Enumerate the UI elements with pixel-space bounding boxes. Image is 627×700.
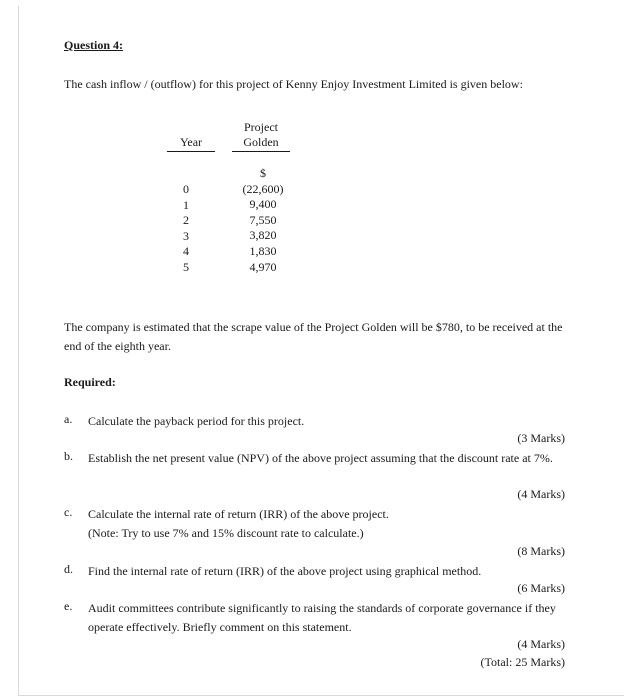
value-cell: 1,830 [249, 243, 277, 258]
total-marks: (Total: 25 Marks) [480, 655, 565, 669]
item-e-marks: (4 Marks) [517, 637, 565, 651]
item-c-note: (Note: Try to use 7% and 15% discount rate to calculate.) [88, 526, 364, 540]
item-e-text: Audit committees contribute significantly to raising the standards of corporate governance if they operate effectively. Briefly comment on this statement. [88, 601, 556, 634]
project-header-line2: Golden [232, 135, 290, 152]
value-cell: 3,820 [249, 228, 277, 243]
scrap-value-paragraph: The company is estimated that the scrape value of the Project Golden will be $780, to be received at the end of the eighth year. [64, 320, 563, 353]
project-header-line1: Project [244, 120, 278, 134]
item-c-label: c. [64, 505, 73, 519]
year-cell: 1 [183, 197, 189, 212]
year-cell: 3 [183, 228, 189, 243]
year-cell: 5 [183, 259, 189, 274]
intro-text: The cash inflow / (outflow) for this project of Kenny Enjoy Investment Limited is given below: [64, 77, 523, 91]
year-cell: 2 [183, 213, 189, 228]
item-c-text: Calculate the internal rate of return (IRR) of the above project. [88, 507, 389, 521]
item-b-marks: (4 Marks) [517, 487, 565, 501]
item-b-text: Establish the net present value (NPV) of the above project assuming that the discount rate at 7%. [88, 451, 553, 465]
item-d-label: d. [64, 562, 73, 576]
year-cell: 0 [183, 182, 189, 196]
item-e-label: e. [64, 599, 73, 613]
item-b-label: b. [64, 449, 73, 463]
item-d-marks: (6 Marks) [517, 581, 565, 595]
required-label: Required: [64, 375, 116, 389]
value-cell: (22,600) [242, 181, 284, 196]
value-cell: 9,400 [249, 197, 277, 212]
item-d-text: Find the internal rate of return (IRR) of the above project using graphical method. [88, 564, 482, 578]
value-cell: 7,550 [249, 212, 277, 227]
currency-symbol: $ [260, 166, 266, 180]
year-column [176, 182, 196, 276]
question-heading: Question 4: [64, 38, 124, 52]
item-a-text: Calculate the payback period for this project. [88, 414, 305, 428]
item-a-marks: (3 Marks) [517, 431, 565, 445]
item-c-marks: (8 Marks) [517, 544, 565, 558]
value-column [232, 166, 294, 275]
year-cell: 4 [183, 244, 189, 259]
value-cell: 4,970 [249, 259, 277, 274]
item-a-label: a. [64, 412, 73, 426]
year-column-header: Year [167, 135, 215, 152]
